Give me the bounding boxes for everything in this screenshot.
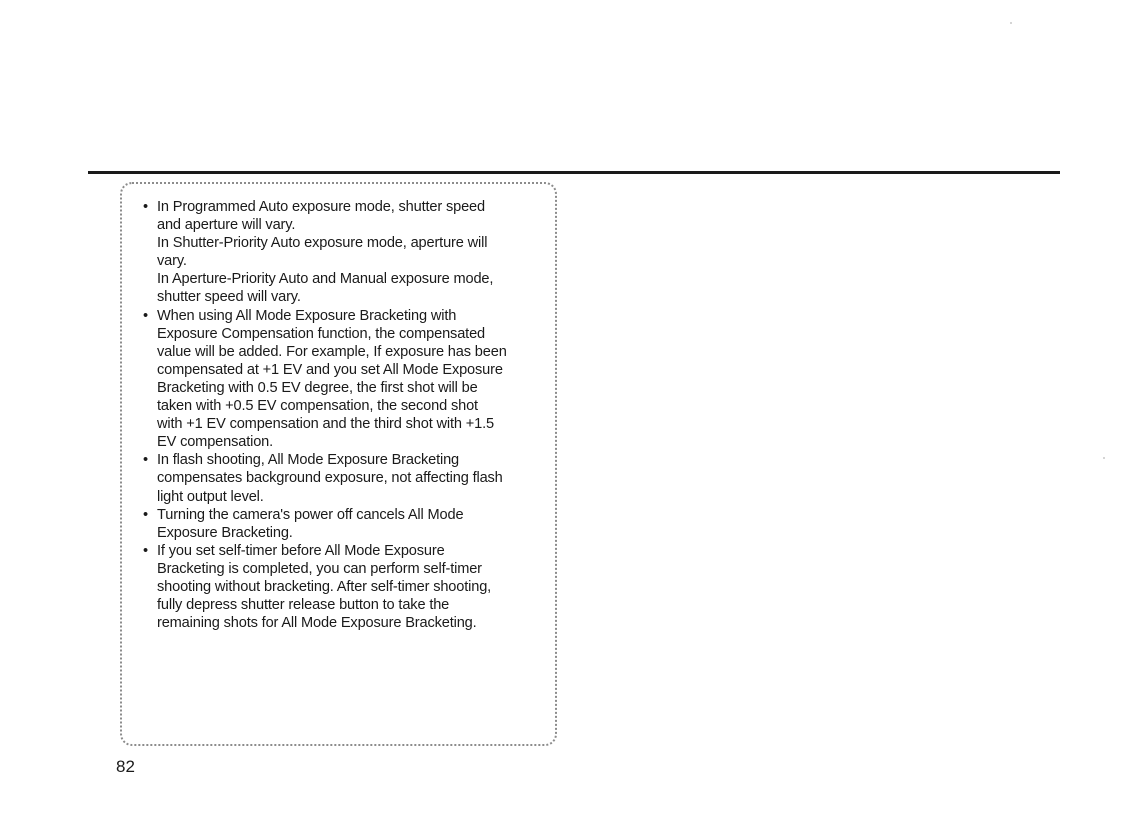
note-paragraph: In flash shooting, All Mode Exposure Bracketing compensates background exposure, not affecting flash light output level. [157,452,503,505]
bullet-icon: • [143,506,148,523]
note-paragraph: In Programmed Auto exposure mode, shutter speed and aperture will vary. [157,199,485,234]
scan-speck [1103,457,1105,459]
top-rule [88,171,1060,174]
note-paragraph: In Aperture-Priority Auto and Manual exposure mode, shutter speed will vary. [157,271,494,306]
page-number: 82 [116,757,135,776]
bullet-icon: • [143,452,148,469]
note-paragraph: Turning the camera's power off cancels All Mode Exposure Bracketing. [157,506,464,541]
scan-speck [1010,22,1012,24]
note-item [143,506,543,542]
note-item [143,198,543,307]
bullet-icon: • [143,199,148,215]
bullet-icon: • [143,307,148,324]
note-item [143,307,543,452]
bullet-icon: • [143,542,148,559]
note-item [143,542,543,632]
note-paragraph: In Shutter-Priority Auto exposure mode, aperture will vary. [157,235,488,270]
note-paragraph: If you set self-timer before All Mode Exposure Bracketing is completed, you can perform self-timer shooting without bracketing. After self-timer shooting, fully depress shutter release button to take the remaining shots for All Mode Exposure Bracketing. [157,542,492,632]
note-paragraph: When using All Mode Exposure Bracketing with Exposure Compensation function, the compensated value will be added. For example, If exposure has been compensated at +1 EV and you set All Mode Exposure Bracketing with 0.5 EV degree, the first shot will be taken with +0.5 EV compensation, the second shot with +1 EV compensation and the third shot with +1.5 EV compensation. [157,307,507,451]
notes-list [143,198,543,632]
note-item [143,451,543,505]
